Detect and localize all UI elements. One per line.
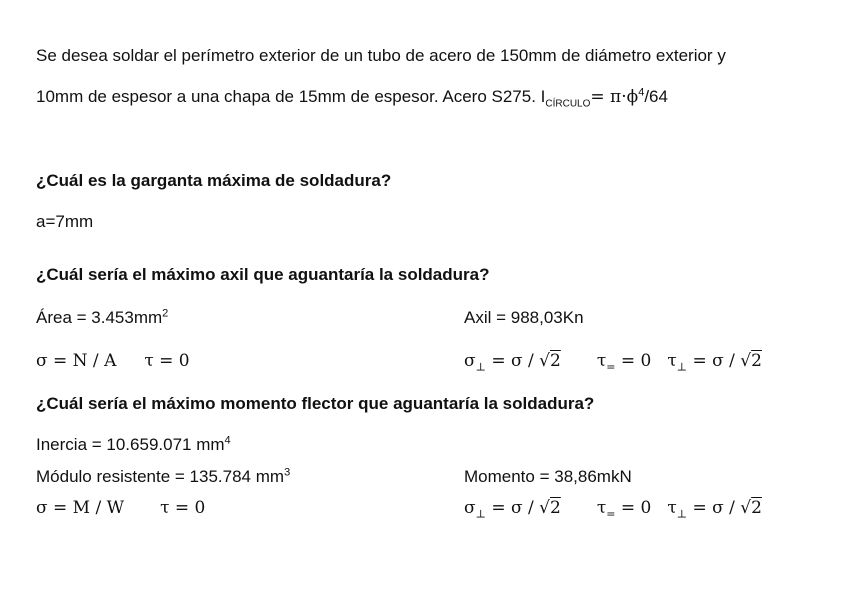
- sqrt-argument-2: 2: [751, 351, 762, 371]
- tau-perp-symbol-m: τ: [667, 498, 677, 518]
- inercia-exponent: 4: [224, 434, 231, 447]
- modulo-value: [36, 467, 290, 487]
- axil-value: Axil = 988,03Kn: [464, 308, 584, 327]
- tau-parallel-rhs-m: = 0: [615, 498, 652, 518]
- intro-line-1: Se desea soldar el perímetro exterior de un tubo de acero de 150mm de diámetro exterior y: [36, 46, 726, 65]
- sqrt-argument-m2: 2: [751, 498, 762, 518]
- perp-subscript: ⊥: [475, 360, 486, 374]
- weld-stress-equations-axil: [464, 351, 762, 374]
- sqrt-argument: 2: [550, 351, 561, 371]
- tau-perp-symbol: τ: [667, 351, 677, 371]
- perp-subscript-2: ⊥: [676, 360, 688, 374]
- tau-parallel-rhs: = 0: [615, 351, 652, 371]
- parallel-subscript-m: =: [606, 507, 616, 521]
- perp-subscript-m2: ⊥: [676, 507, 688, 521]
- sqrt-argument-m: 2: [550, 498, 561, 518]
- inercia-value: [36, 435, 231, 455]
- question-3: ¿Cuál sería el máximo momento flector que aguantaría la soldadura?: [36, 394, 595, 413]
- circle-subscript: CÍRCULO: [545, 98, 591, 110]
- area-label: Área = 3.453mm: [36, 308, 163, 327]
- tau-moment-equation: τ = 0: [160, 498, 206, 518]
- question-1: ¿Cuál es la garganta máxima de soldadura?: [36, 171, 392, 190]
- sigma-equation: σ = N / A: [36, 351, 117, 371]
- tau-parallel-symbol: τ: [596, 351, 607, 371]
- formula-exponent: 4: [638, 86, 645, 99]
- intro-line-2: [36, 86, 816, 110]
- modulo-label: Módulo resistente = 135.784 mm: [36, 467, 285, 486]
- tau-perp-rhs: = σ / √: [687, 351, 752, 371]
- parallel-subscript: =: [606, 360, 616, 374]
- area-value: [36, 308, 168, 328]
- sigma-perp-rhs-m: = σ / √: [485, 498, 550, 518]
- question-2: ¿Cuál sería el máximo axil que aguantaría la soldadura?: [36, 265, 490, 284]
- perp-subscript-m: ⊥: [475, 507, 486, 521]
- sigma-moment-equation: σ = M / W: [36, 498, 125, 518]
- stress-equations-moment: [36, 498, 205, 518]
- weld-stress-equations-moment: [464, 498, 762, 521]
- sigma-perp-symbol-m: σ: [464, 498, 476, 518]
- tau-perp-rhs-m: = σ / √: [687, 498, 752, 518]
- modulo-exponent: 3: [284, 466, 291, 479]
- stress-equations-axil: [36, 351, 190, 371]
- sigma-perp-symbol: σ: [464, 351, 476, 371]
- momento-value: Momento = 38,86mkN: [464, 467, 632, 486]
- inertia-formula: = π·ϕ: [590, 87, 639, 107]
- formula-tail: /64: [644, 87, 668, 106]
- intro-text: 10mm de espesor a una chapa de 15mm de espesor. Acero S275. I: [36, 87, 546, 106]
- tau-parallel-symbol-m: τ: [596, 498, 607, 518]
- area-exponent: 2: [162, 307, 169, 320]
- sigma-perp-rhs: = σ / √: [485, 351, 550, 371]
- tau-equation: τ = 0: [144, 351, 190, 371]
- inercia-label: Inercia = 10.659.071 mm: [36, 435, 225, 454]
- answer-1: a=7mm: [36, 212, 94, 231]
